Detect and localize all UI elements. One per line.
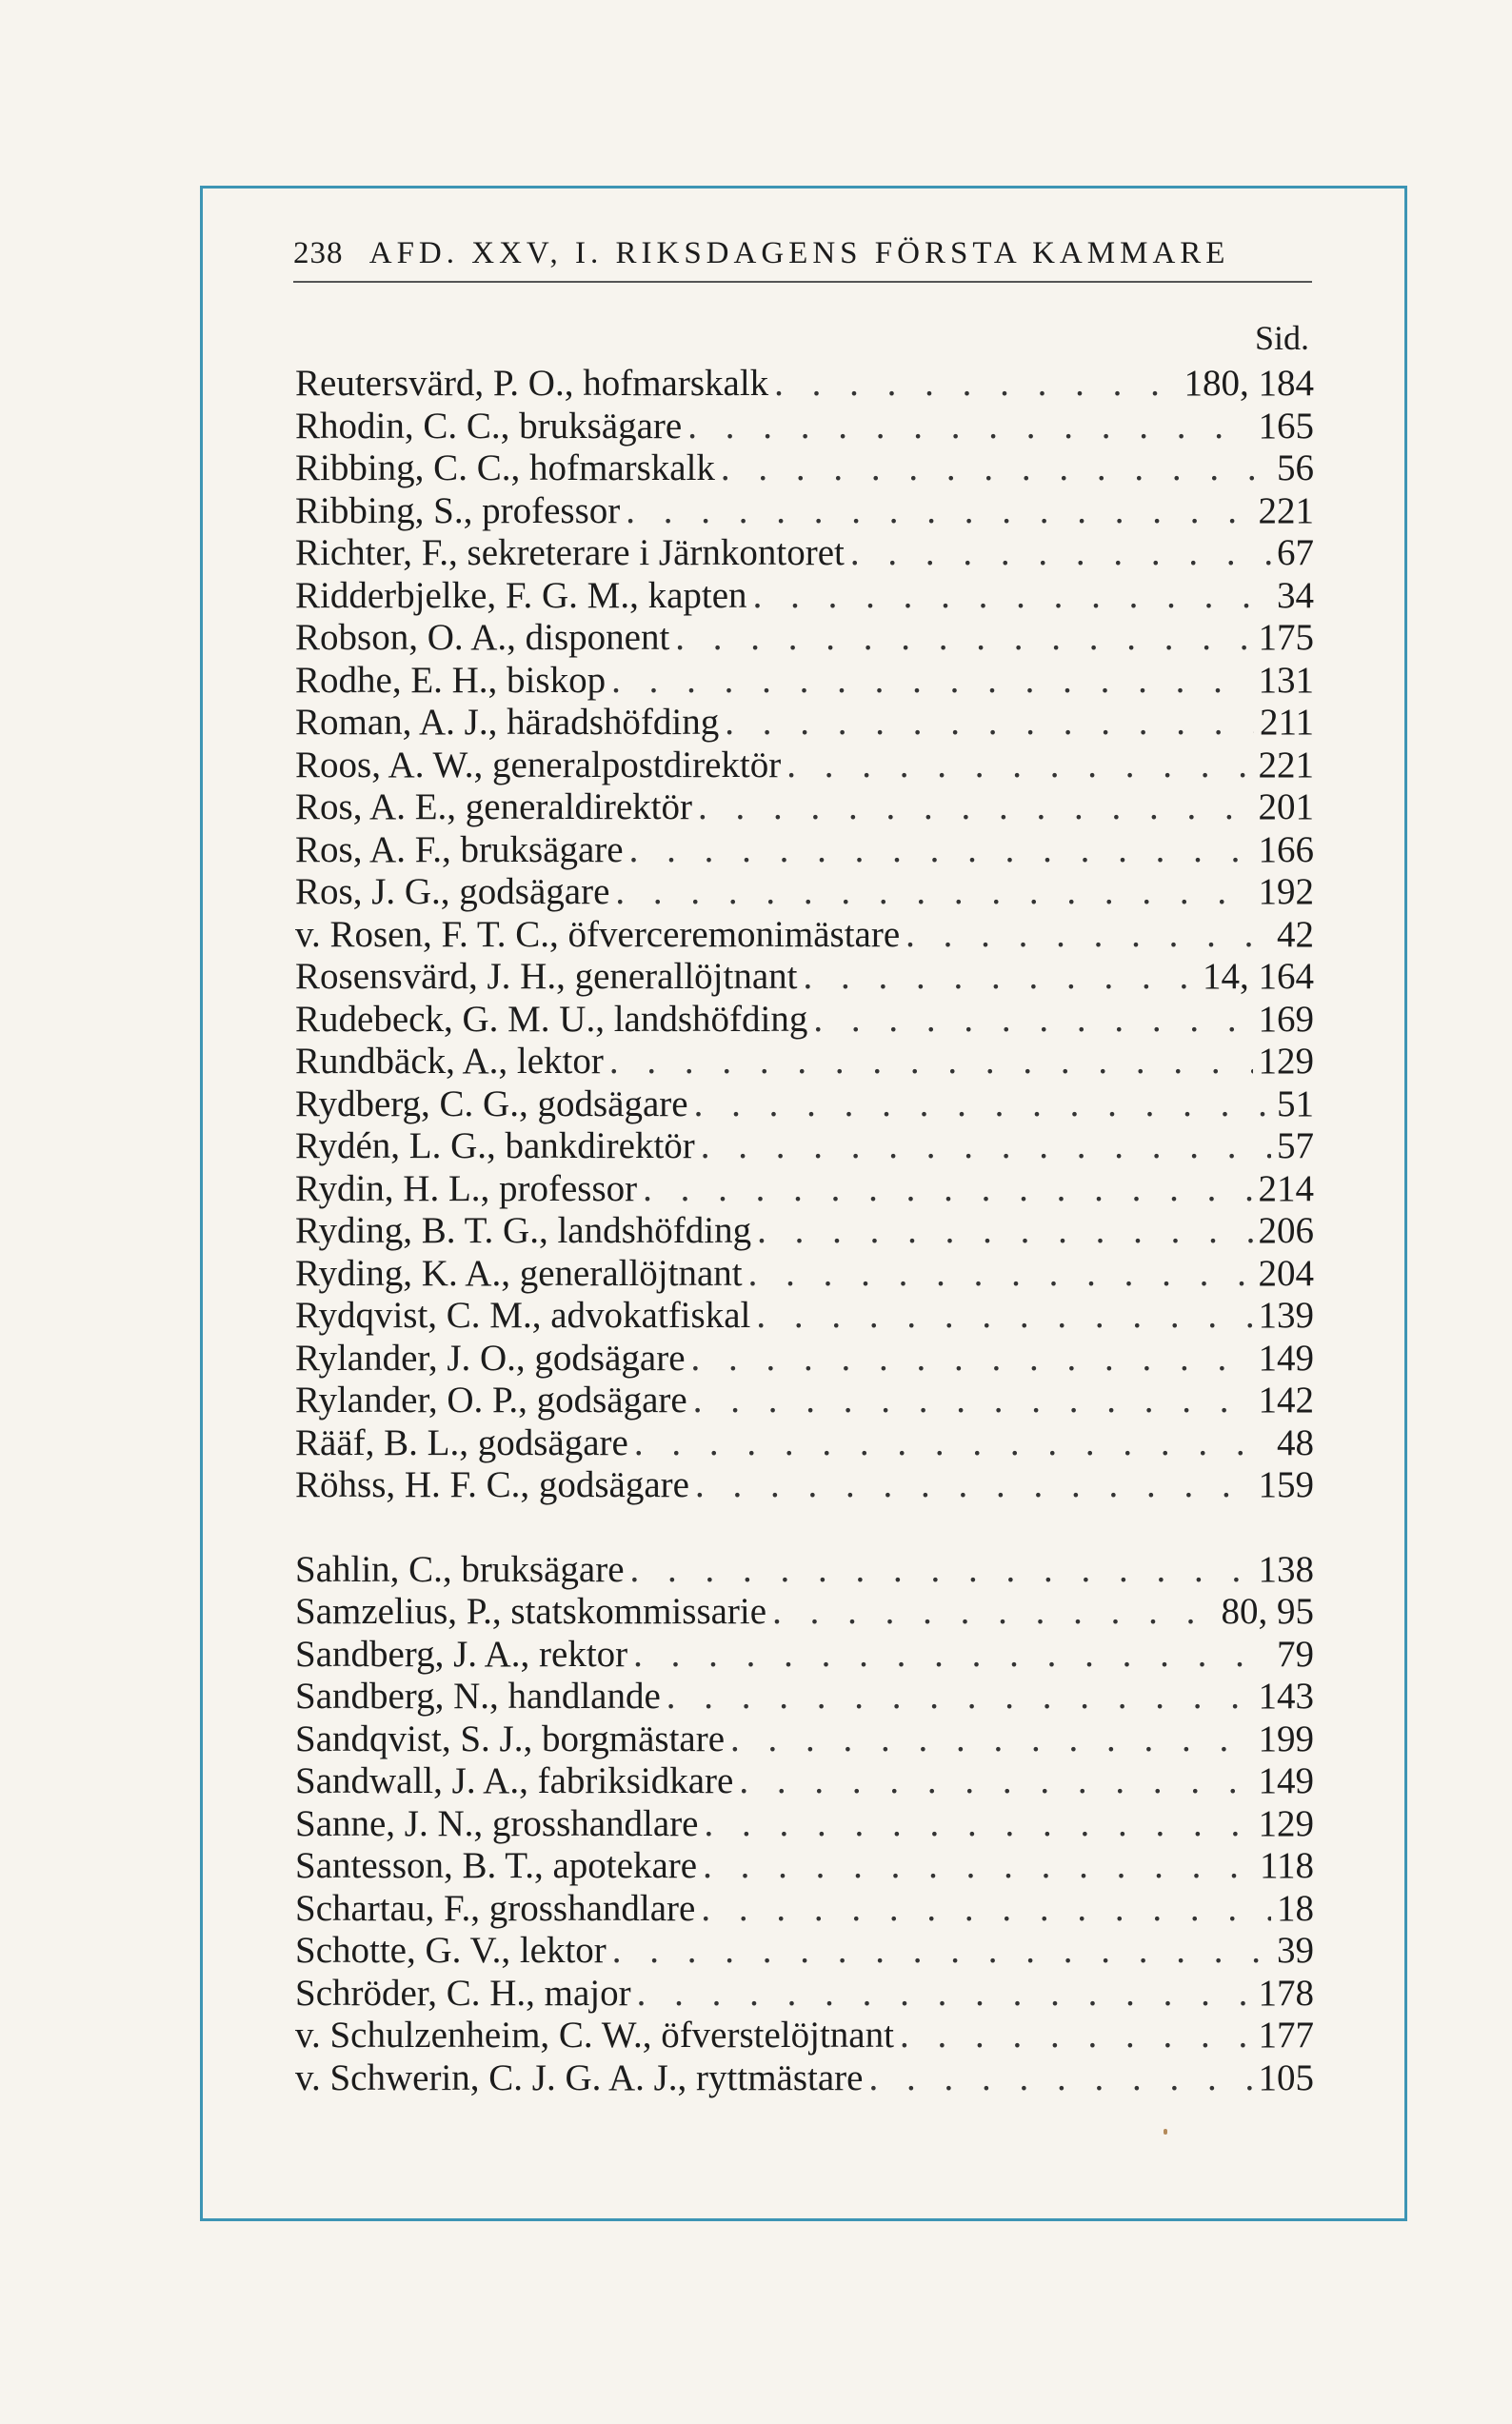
index-entry [295,617,1314,660]
dot-leader [609,1041,1253,1083]
dot-leader [629,829,1253,871]
index-entry [295,1464,1314,1507]
dot-leader [612,1930,1271,1972]
dot-leader [705,1803,1253,1845]
dot-leader [698,786,1253,828]
entry-name: v. Schulzenheim, C. W., öfverstelöjtnant [295,2015,894,2056]
dot-leader [756,1295,1252,1337]
index-entry [295,2015,1314,2057]
entry-name: Ros, A. E., generaldirektör [295,786,692,827]
entry-name: Sandqvist, S. J., borgmästare [295,1718,726,1759]
index-entry [295,1380,1314,1422]
entry-name: Rydqvist, C. M., advokatfiskal [295,1295,751,1336]
dot-leader [694,1083,1271,1125]
dot-leader [703,1845,1254,1887]
entry-page: 199 [1258,1718,1314,1759]
page-number: 238 [293,236,344,270]
index-entry [295,1930,1314,1973]
entry-name: Ros, J. G., godsägare [295,871,610,912]
dot-leader [725,702,1254,744]
entry-name: Ribbing, S., professor [295,489,621,531]
entry-name: Rääf, B. L., godsägare [295,1421,628,1463]
entry-page: 221 [1258,489,1314,531]
entry-page: 204 [1258,1252,1314,1294]
dot-leader [813,999,1252,1041]
entry-name: Schotte, G. V., lektor [295,1930,607,1971]
entry-name: Rydén, L. G., bankdirektör [295,1125,695,1166]
dot-leader [611,660,1252,702]
entry-page: 67 [1277,532,1314,573]
entry-page: 149 [1258,1337,1314,1379]
dot-leader [615,871,1252,913]
dot-leader [675,617,1252,659]
index-entry [295,532,1314,575]
entry-name: Rhodin, C. C., bruksägare [295,405,683,447]
index-entry [295,1338,1314,1381]
entry-name: Sanne, J. N., grosshandlare [295,1802,699,1844]
entry-name: Rydin, H. L., professor [295,1167,638,1209]
dot-leader [634,1422,1271,1464]
entry-name: Schartau, F., grosshandlare [295,1887,696,1929]
dot-leader [701,1888,1271,1930]
entry-page: 18 [1277,1887,1314,1929]
entry-name: Schröder, C. H., major [295,1972,631,2014]
dot-leader [637,1973,1253,2015]
dot-leader [666,1676,1253,1718]
entry-page: 39 [1277,1930,1314,1971]
paper-speck [1164,2129,1167,2135]
dot-leader [850,532,1271,574]
entry-name: Santesson, B. T., apotekare [295,1845,698,1886]
entry-page: 79 [1277,1633,1314,1675]
entry-page: 131 [1258,659,1314,701]
entry-name: Ridderbjelke, F. G. M., kapten [295,574,747,616]
entry-name: Rosensvärd, J. H., generallöjtnant [295,956,798,997]
index-entry [295,1295,1314,1338]
name-index-list [295,363,1314,2099]
index-entry [295,575,1314,618]
entry-name: Rylander, O. P., godsägare [295,1380,687,1421]
entry-page: 177 [1258,2015,1314,2056]
entry-page: 166 [1258,828,1314,870]
index-entry [295,871,1314,914]
index-entry [295,1760,1314,1803]
entry-name: Sandwall, J. A., fabriksidkare [295,1760,734,1801]
dot-leader [757,1210,1252,1252]
entry-page: 192 [1258,871,1314,912]
index-entry [295,1719,1314,1761]
index-entry [295,1125,1314,1168]
entry-name: Sandberg, N., handlande [295,1676,661,1717]
dot-leader [753,575,1271,617]
entry-name: Roman, A. J., häradshöfding [295,702,720,743]
index-entry [295,1422,1314,1465]
running-header [293,236,1312,283]
entry-name: Rylander, J. O., godsägare [295,1337,686,1379]
entry-page: 51 [1277,1083,1314,1124]
index-entry [295,2057,1314,2100]
entry-name: Samzelius, P., statskommissarie [295,1591,767,1632]
entry-page: 129 [1258,1802,1314,1844]
index-entry [295,1845,1314,1888]
index-entry [295,1676,1314,1719]
dot-leader [701,1125,1271,1167]
index-entry [295,1591,1314,1634]
entry-name: Rodhe, E. H., biskop [295,659,607,701]
entry-page: 206 [1258,1210,1314,1251]
entry-name: Ribbing, C. C., hofmarskalk [295,447,715,488]
entry-name: Ryding, K. A., generallöjtnant [295,1252,743,1294]
entry-name: Rydberg, C. G., godsägare [295,1083,688,1124]
entry-page: 56 [1277,447,1314,488]
index-entry [295,914,1314,957]
dot-leader [630,1549,1253,1591]
entry-page: 175 [1258,617,1314,658]
index-entry [295,745,1314,787]
entry-page: 80, 95 [1221,1591,1314,1632]
page-frame [200,186,1407,2221]
entry-page: 214 [1258,1167,1314,1209]
index-entry [295,1083,1314,1126]
index-entry [295,956,1314,999]
dot-leader [721,447,1271,489]
dot-leader [626,490,1252,532]
dot-leader [803,956,1197,998]
entry-name: Rudebeck, G. M. U., landshöfding [295,998,808,1040]
index-entry [295,786,1314,829]
index-entry [295,660,1314,703]
entry-page: 139 [1258,1295,1314,1336]
entry-page: 14, 164 [1203,956,1314,997]
dot-leader [905,914,1271,956]
dot-leader [695,1464,1253,1506]
dot-leader [693,1380,1253,1421]
index-entry [295,447,1314,490]
dot-leader [643,1168,1252,1210]
index-entry [295,1888,1314,1931]
index-entry [295,1803,1314,1846]
dot-leader [900,2015,1253,2056]
dot-leader [748,1253,1253,1295]
entry-name: Sandberg, J. A., rektor [295,1633,628,1675]
entry-name: Röhss, H. F. C., godsägare [295,1464,689,1505]
entry-page: 149 [1258,1760,1314,1801]
entry-page: 211 [1259,702,1314,743]
entry-page: 105 [1258,2056,1314,2098]
index-entry [295,363,1314,406]
dot-leader [772,1591,1215,1633]
entry-name: Roos, A. W., generalpostdirektör [295,744,782,785]
dot-leader [691,1338,1253,1380]
index-entry [295,490,1314,533]
entry-name: v. Schwerin, C. J. G. A. J., ryttmästare [295,2056,864,2098]
entry-page: 221 [1258,744,1314,785]
index-entry [295,406,1314,448]
dot-leader [633,1634,1271,1676]
entry-page: 159 [1258,1464,1314,1505]
dot-leader [868,2057,1252,2099]
index-entry [295,1253,1314,1296]
entry-page: 169 [1258,998,1314,1040]
index-entry [295,1634,1314,1677]
entry-page: 138 [1258,1548,1314,1590]
entry-name: v. Rosen, F. T. C., öfverceremonimästare [295,913,901,955]
entry-name: Ryding, B. T. G., landshöfding [295,1210,752,1251]
entry-page: 143 [1258,1676,1314,1717]
dot-leader [774,363,1178,405]
index-entry [295,1973,1314,2016]
entry-name: Richter, F., sekreterare i Järnkontoret [295,532,845,573]
index-entry [295,1549,1314,1592]
section-gap [295,1507,1314,1549]
entry-page: 42 [1277,913,1314,955]
entry-name: Robson, O. A., disponent [295,617,670,658]
index-entry [295,1041,1314,1083]
running-title: AFD. XXV, I. RIKSDAGENS FÖRSTA KAMMARE [368,236,1230,270]
dot-leader [730,1719,1252,1760]
entry-name: Reutersvärd, P. O., hofmarskalk [295,363,769,404]
page-column-label: Sid. [1254,319,1309,357]
entry-page: 48 [1277,1421,1314,1463]
index-entry [295,702,1314,745]
entry-page: 34 [1277,574,1314,616]
entry-page: 57 [1277,1125,1314,1166]
dot-leader [786,745,1252,786]
entry-page: 201 [1258,786,1314,827]
entry-page: 165 [1258,405,1314,447]
index-entry [295,829,1314,872]
entry-name: Ros, A. F., bruksägare [295,828,624,870]
dot-leader [739,1760,1252,1802]
entry-page: 180, 184 [1184,363,1314,404]
entry-page: 142 [1258,1380,1314,1421]
index-entry [295,1210,1314,1253]
entry-page: 129 [1258,1041,1314,1082]
entry-name: Sahlin, C., bruksägare [295,1548,625,1590]
index-entry [295,1168,1314,1211]
dot-leader [687,406,1252,447]
index-entry [295,999,1314,1042]
entry-page: 178 [1258,1972,1314,2014]
entry-name: Rundbäck, A., lektor [295,1041,604,1082]
entry-page: 118 [1259,1845,1314,1886]
